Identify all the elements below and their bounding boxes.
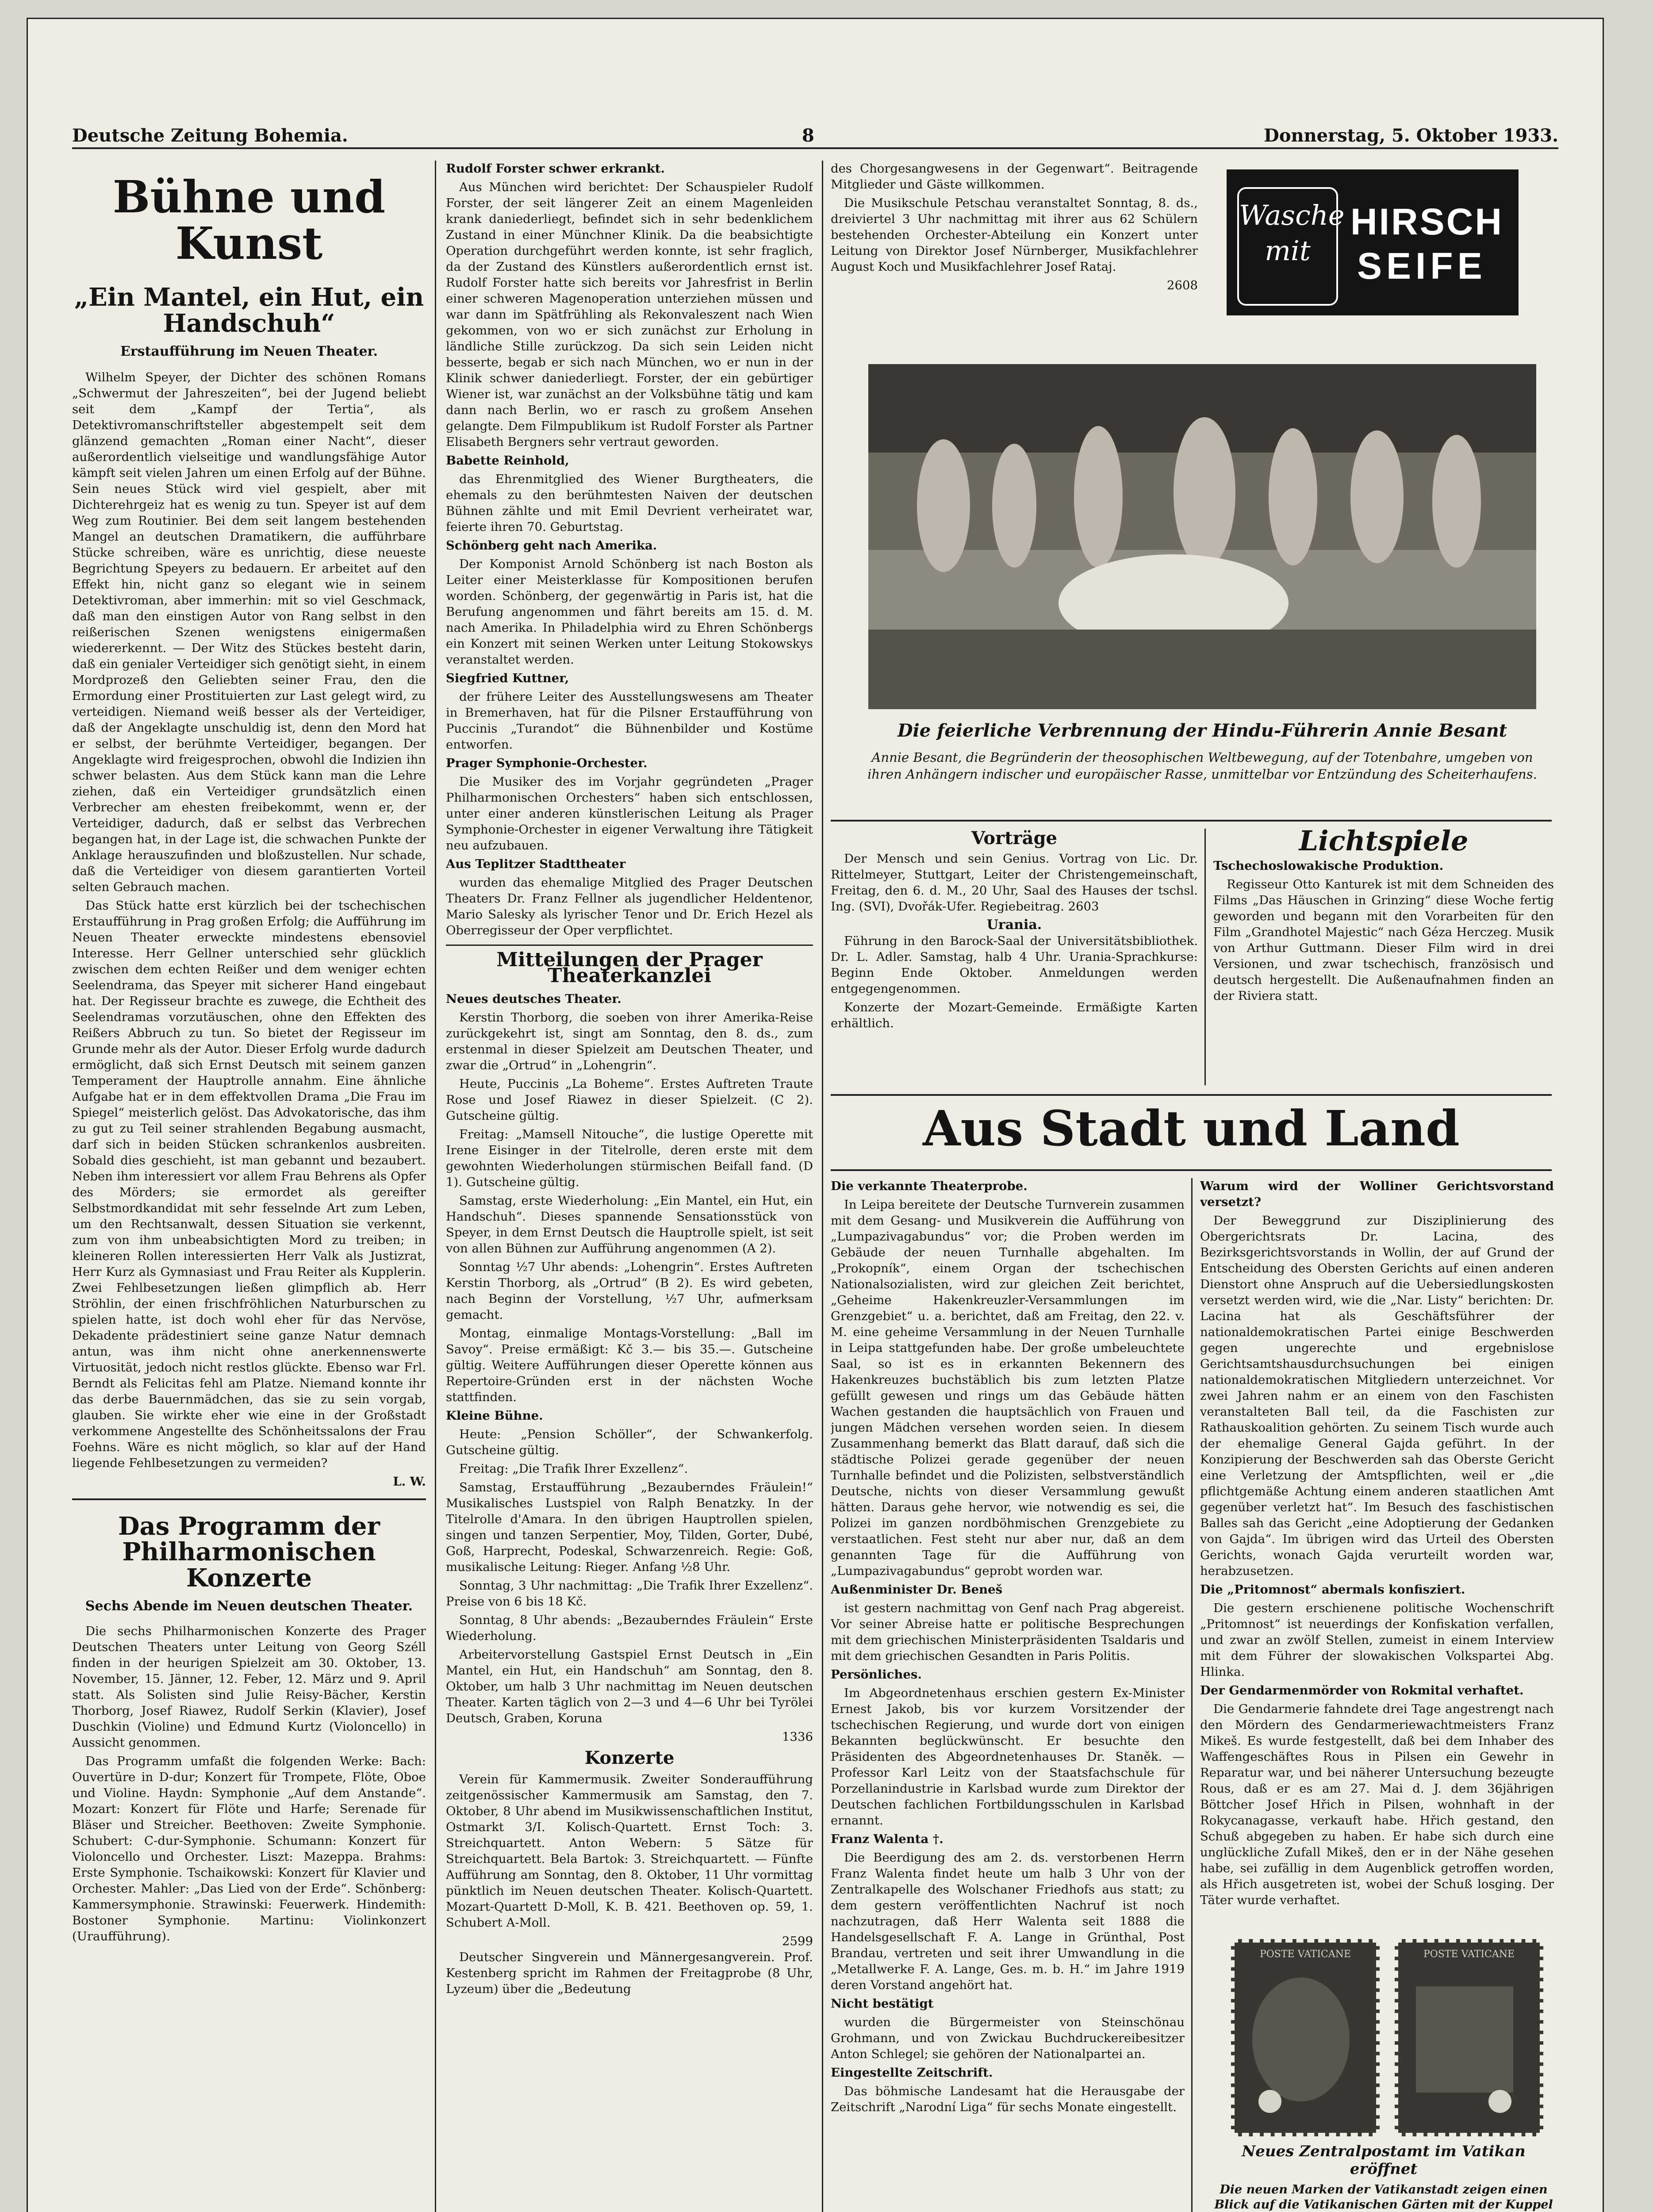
note-paragraph: Regisseur Otto Kanturek ist mit dem Schneiden des Films „Das Häuschen in Grinzing“ diese Woche fertig geworden und begann mit den Vorarbeiten für den Film „Grandhotel Majestic“ nach Géza Herczeg. Musik von Arthur Guttmann. Dieser Film wird in drei Versionen, und zwar tschechisch, französisch und deutsch hergestellt. Die Außenaufnahmen finden an der Riviera statt. [1213, 877, 1554, 1003]
note-paragraph: Heute, Puccinis „La Boheme“. Erstes Auftreten Traute Rose und Josef Riawez in dieser Spielzeit. (C 2). Gutscheine gültig. [446, 1077, 813, 1123]
lichtspiele-section [1213, 829, 1554, 1094]
note-paragraph: des Chorgesangwesens in der Gegenwart“. Beitragende Mitglieder und Gäste willkommen. [831, 161, 1198, 192]
header-date: Donnerstag, 5. Oktober 1933. [1264, 125, 1558, 146]
photo-title: Die feierliche Verbrennung der Hindu-Führerin Annie Besant [897, 720, 1507, 741]
note-paragraph: Führung in den Barock-Saal der Universitätsbibliothek. Dr. L. Adler. Samstag, halb 4 Uhr. Urania-Sprachkurse: Beginn Ende Oktober. Anmeldungen werden entgegengenommen. [831, 934, 1198, 996]
column-buehne [72, 161, 426, 2212]
note-paragraph: Freitag: „Die Trafik Ihrer Exzellenz“. [459, 1462, 688, 1476]
note-paragraph: Sonntag, 8 Uhr abends: „Bezauberndes Fräulein“ Erste Wiederholung. [446, 1613, 813, 1643]
article-paragraph: Das Stück hatte erst kürzlich bei der tschechischen Erstaufführung in Prag großen Erfolg; die Aufführung im Neuen Theater erweckte mindestens ebensoviel Interesse. Herr Gellner unterschied sehr glücklich zwischen dem echten Reißer und dem weniger echten Seelendrama, das Speyer mit sicherer Hand eingebaut hat. Der Regisseur brachte es zuwege, die Echtheit des Seelendramas vorzutäuschen, ohne den Effekten des Reißers Abbruch zu tun. So bietet der Regisseur im Grunde mehr als der Autor. Dieser Erfolg wurde dadurch ermöglicht, daß sich Ernst Deutsch mit seinem ganzen Temperament der Hauptrolle annahm. Eine ähnliche Aufgabe hat er in dem effektvollen Drama „Die Frau im Spiegel“ meisterlich gelöst. Das Advokatorische, das ihm zu gut zu Teil seiner strahlenden Begabung ausmacht, darf sich in beiden Stücken schrankenlos ausbreiten. Sobald dies geschieht, ist man gebannt und bezaubert. Neben ihm interessiert vor allem Frau Behrens als Opfer des Mörders; sie ermordet als gereifter Selbstmordkandidat mit sehr fesselnde Art zum Leben, um den Rechtsanwalt, dessen Situation sie verkennt, zum von ihm unbeabsichtigten Mord zu treiben; in kleineren Rollen interessierten Herr Valk als Justizrat, Herr Kurz als Gymnasiast und Frau Reiter als Kupplerin. Zwei Fehlbesetzungen ließen glimpflich ab. Herr Ströhlin, der einen frischfröhlichen Naturburschen zu spielen hatte, ist doch wohl eher für das Nervöse, Dekadente prädestiniert seine ganze Natur demnach antun, was ihm nicht ohne anerkennenswerte Virtuosität, jedoch nicht restlos glückte. Ebenso war Frl. Berndt als Felicitas fehl am Platze. Niemand konnte ihr das derbe Bauernmädchen, das sie zu sein vorgab, glauben. Sie wirkte eher wie eine in der Großstadt verkommene Angestellte des Schönheitssalons der Frau Foehns. Wäre es nicht möglich, so klar auf der Hand liegende Fehlbesetzungen zu vermeiden? [72, 898, 426, 1470]
stamp-image [1235, 1960, 1367, 2119]
note-paragraph: Arbeitervorstellung Gastspiel Ernst Deutsch in „Ein Mantel, ein Hut, ein Handschuh“ am Sonntag, den 8. Oktober, um halb 3 Uhr nachmittag im Neuen deutschen Theater. Karten täglich von 2—3 und 4—6 Uhr bei Tyrölei Deutsch, Graben, Koruna [446, 1647, 813, 1725]
note-paragraph: Kerstin Thorborg, die soeben von ihrer Amerika-Reise zurückgekehrt ist, singt am Sonntag, den 8. ds., zum erstenmal in dieser Spielzeit am Deutschen Theater, und zwar die „Ortrud“ in „Lohengrin“. [446, 1010, 813, 1072]
article-signature: L. W. [393, 1474, 426, 1489]
header-paper-name: Deutsche Zeitung Bohemia. [72, 125, 348, 146]
stamp-inscription: POSTE VATICANE [1423, 1949, 1515, 1960]
note-paragraph: Das böhmische Landesamt hat die Herausgabe der Zeitschrift „Narodní Liga“ für sechs Monate eingestellt. [831, 2084, 1185, 2114]
ad-script-text: Wasche mit [1237, 187, 1338, 306]
section-title: Lichtspiele [1299, 829, 1469, 857]
note-heading: Aus Teplitzer Stadttheater [446, 857, 626, 871]
note-paragraph: Samstag, Erstaufführung „Bezauberndes Fräulein!“ Musikalisches Lustspiel von Ralph Benatzky. In der Titelrolle d'Amara. In den übrigen Hauptrollen spielen, singen und tanzen Serpentier, Moy, Tilden, Gorter, Dubé, Goß, Harprecht, Podeskal, Schwarzenreich. Regie: Goß, musikalische Leitung: Rieger. Anfang ½8 Uhr. [446, 1480, 813, 1574]
photo-image [868, 364, 1536, 709]
hirsch-seife-ad [1227, 169, 1519, 315]
header-page-number: 8 [802, 125, 814, 146]
column-rule [822, 161, 823, 2212]
stadt-column-a [831, 1178, 1185, 2212]
note-heading: Die „Pritomnost“ abermals konfisziert. [1200, 1582, 1465, 1597]
newspaper-page [27, 18, 1604, 2212]
note-heading: Prager Symphonie-Orchester. [446, 756, 648, 770]
note-heading: Schönberg geht nach Amerika. [446, 538, 657, 553]
vatican-stamp-1 [1231, 1939, 1380, 2136]
note-paragraph: Verein für Kammermusik. Zweiter Sonderaufführung zeitgenössischer Kammermusik am Samstag, den 7. Oktober, 8 Uhr abend im Musikwissenschaftlichen Institut, Ostmarkt 3/I. Kolisch-Quartett. Ernst Toch: 3. Streichquartett. Anton Webern: 5 Sätze für Streichquartett. Bela Bartok: 3. Streichquartett. — Fünfte Aufführung am Sonntag, den 8. Oktober, 11 Uhr vormittag pünktlich im Neuen deutschen Theater. Kolisch-Quartett. Mozart-Quartett D-Moll, K. B. 421. Beethoven op. 59, 1. Schubert A-Moll. [446, 1772, 813, 1930]
article-paragraph: Die sechs Philharmonischen Konzerte des Prager Deutschen Theaters unter Leitung von Georg Széll finden in der heurigen Spielzeit am 30. Oktober, 13. November, 15. Jänner, 12. Feber, 12. März und 9. April statt. Als Solisten sind Julie Reisy-Bächer, Kerstin Thorborg, Josef Riawez, Rudolf Serkin (Klavier), Josef Duschkin (Violine) und Edmund Kurtz (Violoncello) in Aussicht genommen. [72, 1624, 426, 1750]
section-title: Konzerte [584, 1747, 675, 1768]
note-heading: Die verkannte Theaterprobe. [831, 1179, 1028, 1193]
vortraege-section [831, 829, 1198, 1094]
section-rule [831, 1169, 1552, 1171]
page-header [72, 125, 1558, 149]
top-notices [831, 161, 1198, 346]
stamp-title: Neues Zentralpostamt im Vatikan eröffnet [1242, 2143, 1526, 2178]
note-paragraph: Heute: „Pension Schöller“, der Schwankerfolg. Gutscheine gültig. [446, 1427, 813, 1457]
stamp-image [1398, 1960, 1531, 2119]
notice-code: 2599 [782, 1934, 813, 1948]
note-heading: Urania. [986, 917, 1042, 933]
besant-photo [868, 364, 1536, 709]
note-paragraph: Montag, einmalige Montags-Vorstellung: „Ball im Savoy“. Preise ermäßigt: Kč 3.— bis 35.—. Gutscheine gültig. Weitere Aufführungen dieser Operette können aus Repertoire-Gründen erst in der nächsten Woche stattfinden. [446, 1326, 813, 1404]
note-heading: Nicht bestätigt [831, 1997, 934, 2011]
section-title: Mitteilungen der Prager Theaterkanzlei [496, 949, 763, 987]
note-heading: Warum wird der Wolliner Gerichtsvorstand versetzt? [1200, 1179, 1554, 1209]
article-paragraph: Das Programm umfaßt die folgenden Werke: Bach: Ouvertüre in D-dur; Konzert für Trompete, Flöte, Oboe und Violine. Haydn: Symphonie „Auf dem Anstande“. Mozart: Konzert für Flöte und Harfe; Serenade für Bläser und Streicher. Beethoven: Zweite Symphonie. Schubert: C-dur-Symphonie. Schumann: Konzert für Violoncello und Orchester. Liszt: Mazeppa. Brahms: Erste Symphonie. Tschaikowski: Konzert für Klavier und Orchester. Mahler: „Das Lied von der Erde“. Schönberg: Kammersymphonie. Strawinski: Feuerwerk. Hindemith: Bostoner Symphonie. Martinu: Violinkonzert (Uraufführung). [72, 1754, 426, 1943]
note-heading: Rudolf Forster schwer erkrankt. [446, 161, 665, 176]
note-paragraph: Die gestern erschienene politische Wochenschrift „Pritomnost“ ist neuerdings der Konfiskation verfallen, und zwar an zwölf Stellen, zumeist in einem Interview mit dem Führer der slowakischen Volkspartei Abg. Hlinka. [1200, 1601, 1554, 1679]
ad-brand-line-1: HIRSCH [1350, 201, 1504, 242]
note-paragraph: In Leipa bereitete der Deutsche Turnverein zusammen mit dem Gesang- und Musikverein die Aufführung von „Lumpazivagabundus“ vor; die Proben werden im Gebäude der neuen Turnhalle abgehalten. Im „Prokopník“, einem Organ der tschechischen Nationalsozialisten, wird zur gleichen Zeit berichtet, „Geheime Hakenkreuzler-Versammlungen im Grenzgebiet“ u. a. berichtet, daß am Freitag, den 22. v. M. eine geheime Versammlung in der Neuen Turnhalle in Leipa stattgefunden habe. Der große umbeleuchtete Saal, so ist es in erkannten Bekennern des Hakenkreuzes buchstäblich bis zum letzten Platze gefüllt gewesen und rings um das Gebäude hätten Wachen gestanden die hauptsächlich von Frauen und jungen Mädchen versehen worden seien. In diesem Zusammenhang bemerkt das Blatt darauf, daß sich die städtische Polizei gerade gegenüber der neuen Turnhalle befindet und die Polizisten, selbstverständlich Deutsche, nichts von dieser Versammlung gewußt hätten. Daraus gehe hervor, wie notwendig es sei, die Polizei im ganzen nordböhmischen Grenzgebiete zu verstaatlichen. Fest steht nur aber nur, daß an dem genannten Tage für die Aufführung von „Lumpazivagabundus“ geprobt worden war. [831, 1198, 1185, 1578]
article-title: „Ein Mantel, ein Hut, ein Handschuh“ [74, 283, 424, 338]
note-paragraph: Sonntag, 3 Uhr nachmittag: „Die Trafik Ihrer Exzellenz“. Preise von 6 bis 18 Kč. [446, 1578, 813, 1609]
note-heading: Neues deutsches Theater. [446, 992, 621, 1006]
note-paragraph: Die Gendarmerie fahndete drei Tage angestrengt nach den Mördern des Gendarmeriewachtmeisters Franz Mikeš. Es wurde festgestellt, daß bei dem Inhaber des Waffengeschäftes Rous in Pilsen ein Gewehr in Reparatur war, und bei näherer Untersuchung bezeugte Rous, daß er es am 27. Mai d. J. dem 36jährigen Böttcher Josef Hřich in Pilsen, wohnhaft in der Rokycanagasse, verkauft habe. Hřich gestand, den Schuß abgegeben zu haben. Er habe sich durch eine unglückliche Zufall Mikeš, den er in der Nähe gesehen habe, sei zufällig in dem Augenblick getroffen worden, als Hřich ausgetreten ist, wobei der Schuß losging. Der Täter wurde verhaftet. [1200, 1702, 1554, 1907]
note-paragraph: Sonntag ½7 Uhr abends: „Lohengrin“. Erstes Auftreten Kerstin Thorborg, als „Ortrud“ (B 2). Es wird gebeten, nach Beginn der Vorstellung, ½7 Uhr, aufmerksam gemacht. [446, 1260, 813, 1322]
column-notes [446, 161, 813, 2212]
article-subtitle: Sechs Abende im Neuen deutschen Theater. [85, 1598, 413, 1614]
section-rule [831, 1094, 1552, 1096]
ad-brand-line-2: SEIFE [1357, 245, 1487, 287]
section-title: Vorträge [971, 829, 1057, 849]
note-paragraph: Freitag: „Mamsell Nitouche“, die lustige Operette mit Irene Eisinger in der Titelrolle, deren erste mit dem gewohnten Wiederholungen stürmischen Beifall fand. (D 1). Gutscheine gültig. [446, 1127, 813, 1189]
note-paragraph: Der Beweggrund zur Disziplinierung des Obergerichtsrats Dr. Lacina, des Bezirksgerichtsvorstands in Wollin, der auf Grund der Entscheidung des Obersten Gerichts auf einen anderen Dienstort ohne Anspruch auf die Uebersiedlungskosten versetzt werden wird, wie die „Nar. Listy“ berichten: Dr. Lacina hat als Geschäftsführer der nationaldemokratischen Partei einige Beschwerden gegen ungerechte und ergebnislose Gerichtsamtshausdurchsuchungen bei einigen nationaldemokratischen Mitgliedern unterzeichnet. Vor zwei Jahren nahm er an einem von den Faschisten veranstalteten Ball teil, da die Faschisten zur Rathauskoalition gehörten. Zu seinem Tisch wurde auch der ehemalige General Gajda geführt. In der Konzipierung der Beschwerden sah das Oberste Gericht eine Verletzung der Amtspflichten, weil er „die pflichtgemäße Achtung einem anderen staatlichen Amt gegenüber verletzt hat“. Im Besuch des faschistischen Balles sah das Gericht „eine Adoptierung der Gedanken von Gajda“. Im übrigen wird das Urteil des Obersten Gerichts, wonach Gajda verurteilt worden war, herabzusetzen. [1200, 1214, 1554, 1578]
note-paragraph: Im Abgeordnetenhaus erschien gestern Ex-Minister Ernest Jakob, bis vor kurzem Vorsitzender der tschechischen Regierung, und wurde dort von einigen Bekannten beglückwünscht. Er besuchte den Präsidenten des Abgeordnetenhauses Dr. Staněk. — Professor Karl Leitz von der Staatsfachschule für Porzellanindustrie in Karlsbad wurde zum Direktor der Deutschen fachlichen Fortbildungsschulen in Karlsbad ernannt. [831, 1686, 1185, 1828]
note-paragraph: wurden das ehemalige Mitglied des Prager Deutschen Theaters Dr. Franz Fellner als jugendlicher Heldentenor, Mario Salesky als lyrischer Tenor und Dr. Erich Hezel als Oberregisseur der Oper verpflichtet. [446, 876, 813, 937]
column-rule [1191, 1178, 1193, 2212]
column-rule [1204, 829, 1206, 1085]
stamp-inscription: POSTE VATICANE [1259, 1949, 1351, 1960]
note-paragraph: das Ehrenmitglied des Wiener Burgtheaters, die ehemals zu den berühmtesten Naiven der deutschen Bühnen zählte und mit Emil Devrient verheiratet war, feierte ihren 70. Geburtstag. [446, 472, 813, 534]
article-title: Das Programm der Philharmonischen Konzerte [118, 1511, 380, 1593]
note-paragraph: Die Musiker des im Vorjahr gegründeten „Prager Philharmonischen Orchesters“ haben sich entschlossen, unter einer anderen künstlerischen Leitung als Prager Symphonie-Orchester in eigener Verwaltung ihre Tätigkeit neu aufzubauen. [446, 775, 813, 853]
section-rule [831, 820, 1552, 822]
note-heading: Tschechoslowakische Produktion. [1213, 859, 1444, 873]
note-heading: Siegfried Kuttner, [446, 671, 569, 685]
photo-caption: Annie Besant, die Begründerin der theosophischen Weltbewegung, auf der Totenbahre, umgeben von ihren Anhängern indischer und europäischer Rasse, unmittelbar vor Entzündung des Scheiterhaufens. [867, 750, 1537, 782]
note-heading: Außenminister Dr. Beneš [831, 1582, 1003, 1597]
note-paragraph: Der Komponist Arnold Schönberg ist nach Boston als Leiter einer Meisterklasse für Kompositionen berufen worden. Schönberg, der gegenwärtig in Paris ist, hat die Berufung angenommen und fährt bereits am 15. d. M. nach Amerika. In Philadelphia wird zu Ehren Schönbergs ein Konzert mit seinen Werken unter Leitung Stokowskys veranstaltet werden. [446, 557, 813, 667]
note-paragraph: wurden die Bürgermeister von Steinschönau Grohmann, und von Zwickau Buchdruckereibesitzer Anton Schlegel; sie gehören der Nationalpartei an. [831, 2015, 1185, 2061]
section-masthead: Aus Stadt und Land [923, 1100, 1460, 1157]
note-paragraph: Die Musikschule Petschau veranstaltet Sonntag, 8. ds., dreiviertel 3 Uhr nachmittag mit ihrer aus 62 Schülern bestehenden Orchester-Abteilung ein Konzert unter Leitung von Direktor Josef Nürnberger, Musikfachlehrer August Koch und Musikfachlehrer Josef Rataj. [831, 196, 1198, 274]
note-heading: Babette Reinhold, [446, 453, 569, 468]
note-paragraph: Deutscher Singverein und Männergesangverein. Prof. Kestenberg spricht im Rahmen der Freitagprobe (8 Uhr, Lyzeum) über die „Bedeutung [446, 1950, 813, 1996]
note-heading: Persönliches. [831, 1667, 922, 1682]
vatican-stamp-2 [1395, 1939, 1543, 2136]
note-paragraph: Aus München wird berichtet: Der Schauspieler Rudolf Forster, der seit längerer Zeit an einem Magenleiden krank daniederliegt, befindet sich in sehr bedenklichem Zustand in einer Münchner Klinik. Da die beabsichtigte Operation durchgeführt werden konnte, ist sehr fraglich, da der Zustand des Künstlers außerordentlich ernst ist. Rudolf Forster hatte sich bereits vor Jahresfrist in Berlin einer schweren Magenoperation unterziehen müssen und war dann im Spätfrühling als Rekonvaleszent nach Wien gekommen, von wo er sich zunächst zur Erholung in ländliche Stille zurückzog. Da sich sein Leiden nicht besserte, begab er sich nach München, wo er nun in der Klinik schwer daniederliegt. Forster, der ein gebürtiger Wiener ist, war zunächst an der Volksbühne tätig und kam dann nach Berlin, wo er rasch zu großem Ansehen gelangte. Dem Filmpublikum ist Rudolf Forster als Partner Elisabeth Bergners sehr vertraut geworden. [446, 180, 813, 449]
note-heading: Der Gendarmenmörder von Rokmital verhaftet. [1200, 1683, 1524, 1697]
note-heading: Eingestellte Zeitschrift. [831, 2066, 993, 2080]
note-paragraph: Konzerte der Mozart-Gemeinde. Ermäßigte Karten erhältlich. [831, 1000, 1198, 1030]
note-paragraph: der frühere Leiter des Ausstellungswesens am Theater in Bremerhaven, hat für die Pilsner Erstaufführung von Puccinis „Turandot“ die Bühnenbilder und Kostüme entworfen. [446, 690, 813, 752]
divider [72, 1498, 426, 1500]
notice-code: 2608 [1167, 278, 1198, 292]
note-heading: Kleine Bühne. [446, 1409, 543, 1423]
notice-code: 1336 [782, 1730, 813, 1744]
section-masthead: Bühne und Kunst [112, 171, 386, 269]
stamp-caption: Die neuen Marken der Vatikanstadt zeigen einen Blick auf die Vatikanischen Gärten mit der Kuppel [1214, 2183, 1553, 2212]
note-paragraph: Der Mensch und sein Genius. Vortrag von Lic. Dr. Rittelmeyer, Stuttgart, Leiter der Christengemeinschaft, Freitag, den 6. d. M., 20 Uhr, Saal des Hauses der tschsl. Ing. (SVI), Dvořák-Ufer. Regiebeitrag. 2603 [831, 852, 1198, 914]
note-paragraph: Samstag, erste Wiederholung: „Ein Mantel, ein Hut, ein Handschuh“. Dieses spannende Sensationsstück von Speyer, in dem Ernst Deutsch die Hauptrolle spielt, ist seit von allen Bühnen zur Aufführung angenommen (A 2). [446, 1194, 813, 1256]
stadt-column-b [1200, 1178, 1554, 1921]
note-paragraph: Die Beerdigung des am 2. ds. verstorbenen Herrn Franz Walenta findet heute um halb 3 Uhr von der Zentralkapelle des Wolschaner Friedhofs aus statt; zu dem gestern veröffentlichten Nachruf ist noch nachzutragen, daß Herr Walenta seit 1888 die Handelsgesellschaft F. A. Lange in Grünthal, Post Brandau, vertreten und seit ihrer Umwandlung in die „Metallwerke F. A. Lange, Ges. m. b. H.“ im Jahre 1919 deren Vorstand angehört hat. [831, 1851, 1185, 1992]
note-paragraph: ist gestern nachmittag von Genf nach Prag abgereist. Vor seiner Abreise hatte er politische Besprechungen mit dem griechischen Ministerpräsidenten Tsaldaris und mit dem griechischen Gesandten in Paris Politis. [831, 1601, 1185, 1663]
article-paragraph: Wilhelm Speyer, der Dichter des schönen Romans „Schwermut der Jahreszeiten“, bei der Jugend beliebt seit dem „Kampf der Tertia“, als Detektivromanschriftsteller abgestempelt seit dem glänzend gemachten „Roman einer Nacht“, dieser außerordentlich vielseitige und wandlungsfähige Autor kämpft seit vielen Jahren um einen Erfolg auf der Bühne. Sein neues Stück wird viel gespielt, aber mit Dichterehrgeiz hat es wenig zu tun. Speyer ist auf dem Weg zum Routinier. Bei dem seit langem bestehenden Mangel an deutschen Dramatikern, die aufführbare Stücke schreiben, wäre es unrichtig, diese neueste Begrichtung Speyers zu bedauern. Er arbeitet auf den Effekt hin, nicht ganz so elegant wie in seinem Detektivroman, aber immerhin: mit so viel Geschmack, daß man den einstigen Autor von Rang selbst in den reißerischen Szenen wenigstens einigermaßen wiedererkennt. — Der Witz des Stückes besteht darin, daß ein genialer Verteidiger sich genötigt sieht, in einem Mordprozeß den Geliebten seiner Frau, den die Ermordung einer Prostituierten zur Last gelegt wird, zu verteidigen. Niemand weiß besser als der Verteidiger, daß der Angeklagte unschuldig ist, denn den Mord hat er selbst, der berühmte Verteidiger, begangen. Der Angeklagte wird freigesprochen, obwohl die Indizien ihn schwer belasten. Aus dem Stück kann man die Lehre ziehen, daß ein Verteidiger grundsätzlich einen Verbrecher am ehesten freibekommt, wenn er, der Verteidiger, dadurch, daß er selbst das Verbrechen begangen hat, in der Lage ist, die schwachen Punkte der Anklage herauszufinden und bloßzustellen. Nur schade, daß die Verteidiger von diesem garantierten Vorteil selten Gebrauch machen. [72, 370, 426, 894]
divider [446, 945, 813, 946]
note-heading: Franz Walenta †. [831, 1832, 943, 1846]
column-rule [435, 161, 436, 2212]
article-subtitle: Erstaufführung im Neuen Theater. [120, 343, 378, 359]
